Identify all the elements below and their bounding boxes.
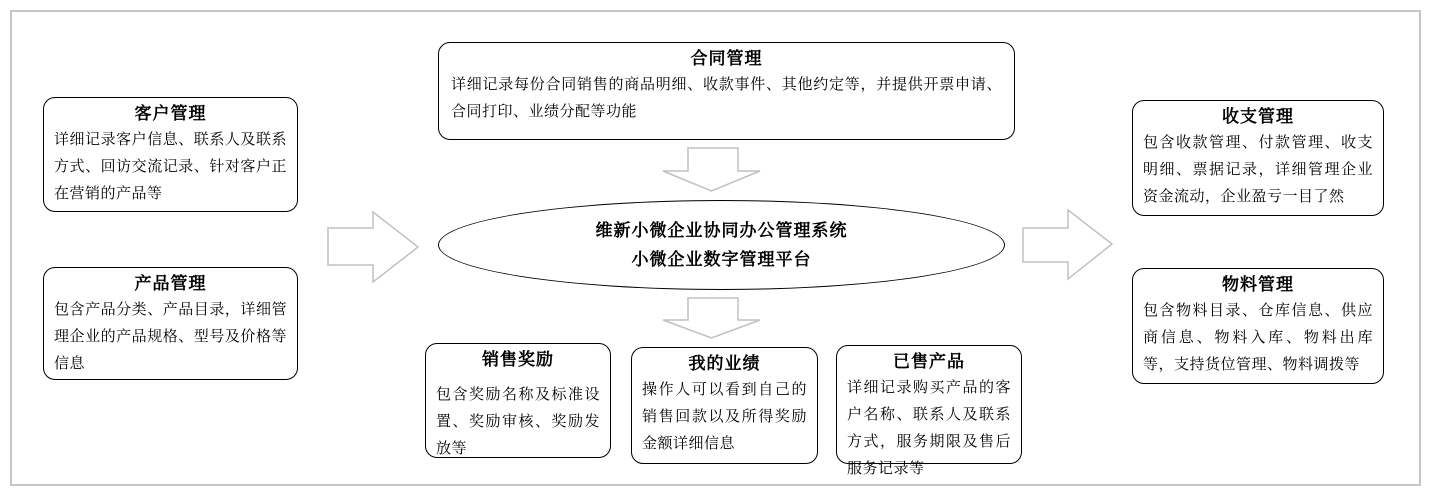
node-title: 产品管理 [134,274,207,293]
node-sold-products [836,345,1022,477]
node-my-performance [631,347,818,464]
node-body: 详细记录客户信息、联系人及联系方式、回访交流记录、针对客户正在营销的产品等 [54,131,287,202]
node-body: 包含奖励名称及标准设置、奖励审核、奖励发放等 [436,386,600,457]
node-body: 详细记录购买产品的客户名称、联系人及联系方式，服务期限及售后服务记录等 [847,379,1011,477]
node-title: 客户管理 [134,104,207,123]
node-sales-reward [425,343,611,458]
node-body: 包含物料目录、仓库信息、供应商信息、物料入库、物料出库等，支持货位管理、物料调拨等 [1143,302,1373,373]
node-body: 详细记录每份合同销售的商品明细、收款事件、其他约定等，并提供开票申请、合同打印、业绩分配等功能 [451,76,1002,120]
node-body: 包含产品分类、产品目录，详细管理企业的产品规格、型号及价格等信息 [54,301,287,372]
node-income-expense-management [1132,100,1384,216]
node-title: 销售奖励 [482,350,554,369]
system-name-line2: 小微企业数字管理平台 [631,249,812,269]
center-system-ellipse [438,200,1005,290]
node-product-management [43,267,298,380]
node-material-management [1132,268,1384,384]
node-contract-management [438,42,1015,140]
node-title: 我的业绩 [688,354,761,373]
node-body: 操作人可以看到自己的销售回款以及所得奖励金额详细信息 [642,381,807,452]
node-title: 收支管理 [1222,107,1294,126]
node-title: 合同管理 [690,49,763,68]
node-customer-management [43,97,298,212]
node-body: 包含收款管理、付款管理、收支明细、票据记录，详细管理企业资金流动，企业盈亏一目了然 [1143,134,1373,205]
node-title: 已售产品 [893,352,965,371]
system-name-line1: 维新小微企业协同办公管理系统 [595,220,848,240]
node-title: 物料管理 [1222,275,1294,294]
